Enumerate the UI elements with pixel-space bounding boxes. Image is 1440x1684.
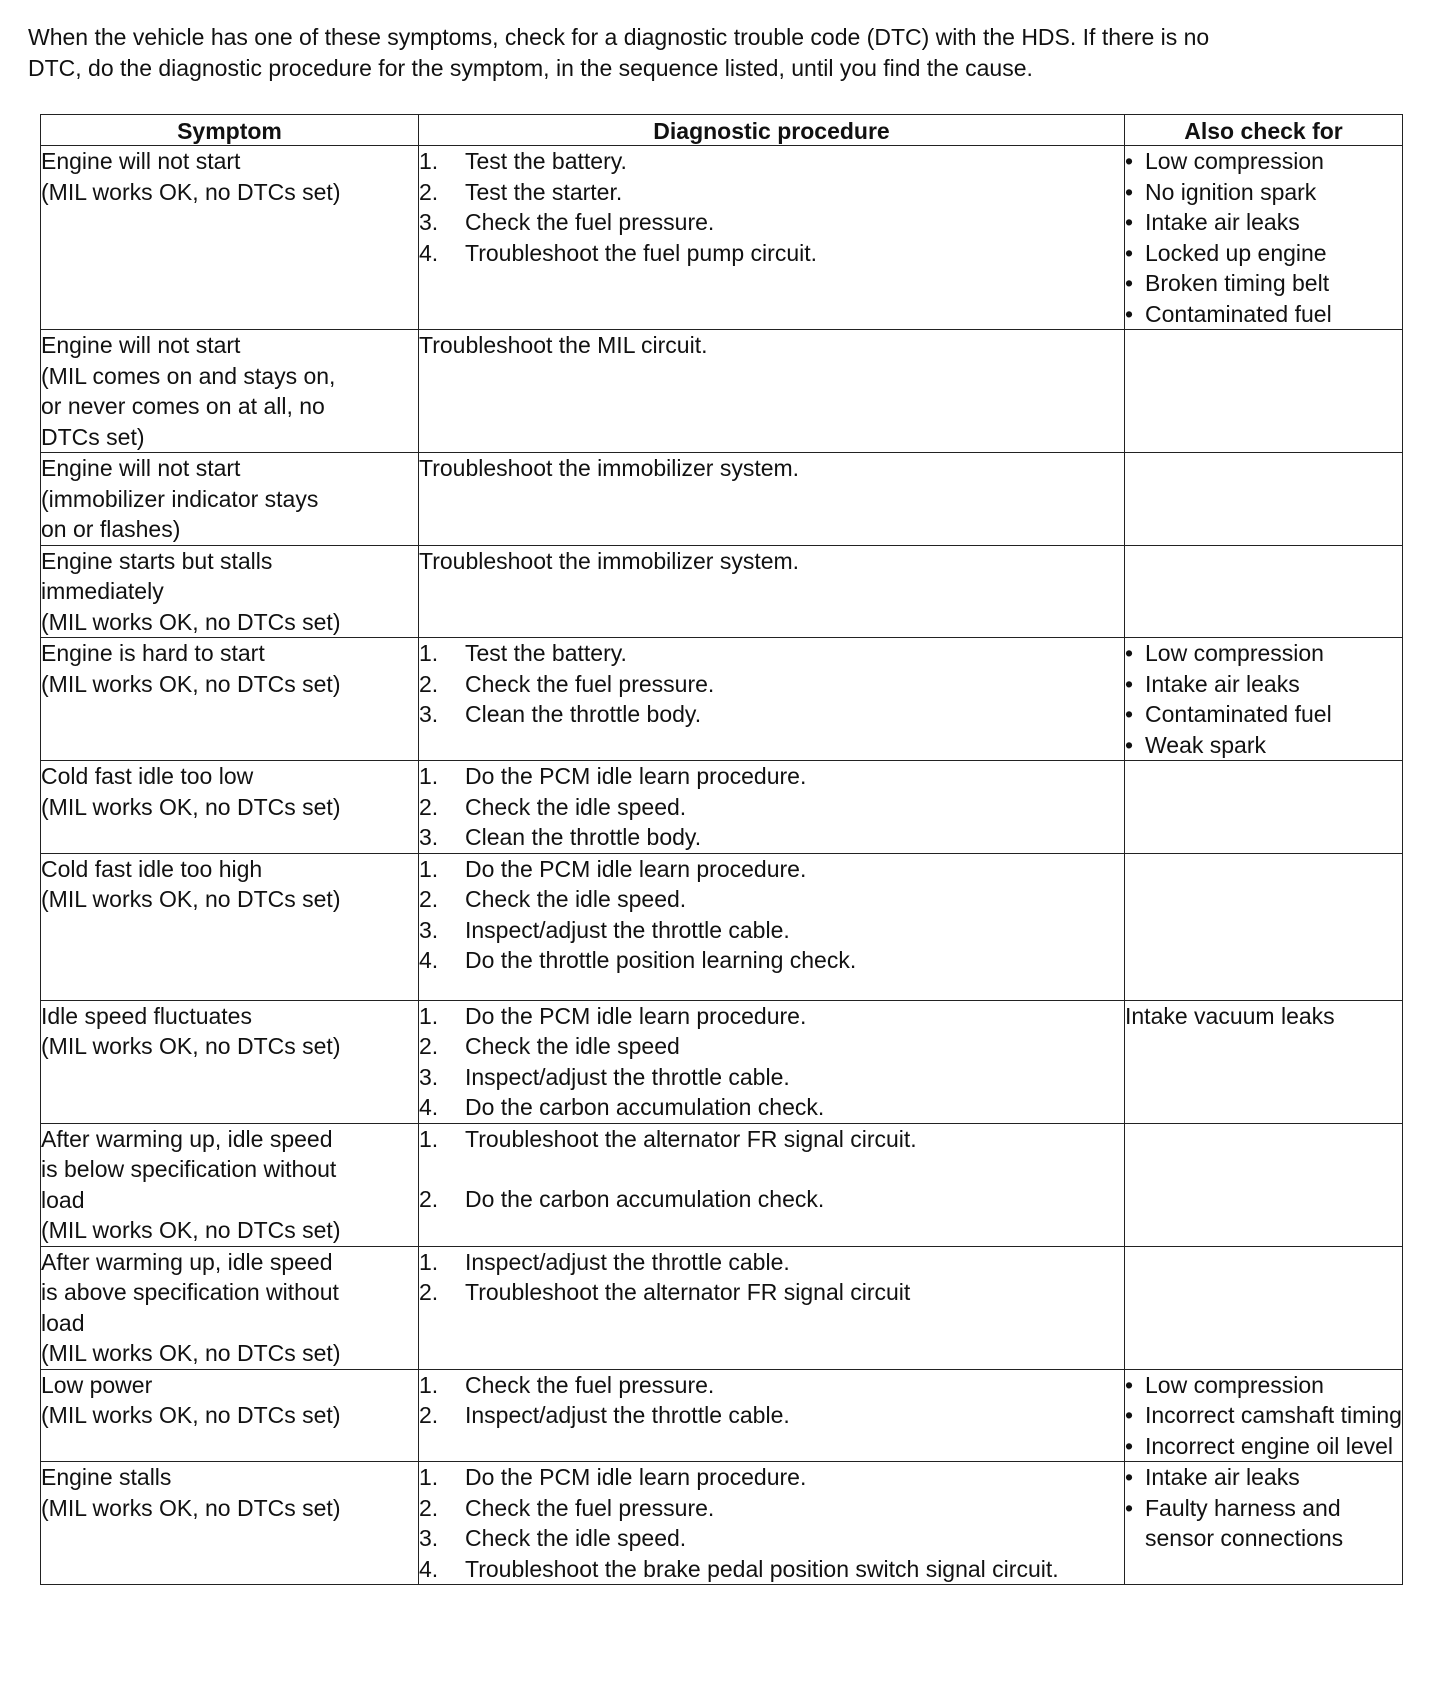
also-check-item bbox=[1125, 268, 1402, 299]
also-check-item bbox=[1125, 1493, 1402, 1554]
symptom-line: (MIL works OK, no DTCs set) bbox=[41, 178, 341, 205]
table-row bbox=[41, 1123, 1403, 1246]
header-diagnostic-procedure: Diagnostic procedure bbox=[419, 115, 1125, 146]
procedure-step bbox=[419, 1523, 1124, 1554]
symptom-line: (MIL works OK, no DTCs set) bbox=[41, 608, 341, 635]
symptom-line: immediately bbox=[41, 578, 164, 604]
intro-paragraph bbox=[28, 22, 1418, 84]
symptom-line: Idle speed fluctuates bbox=[41, 1002, 252, 1029]
step-number: 1. bbox=[419, 763, 439, 789]
also-check-text: Low compression bbox=[1145, 148, 1324, 174]
symptom-line: DTCs set) bbox=[41, 423, 145, 450]
step-number: 2. bbox=[419, 1033, 439, 1059]
bullet-icon: • bbox=[1125, 1371, 1134, 1398]
procedure-step bbox=[419, 1062, 1124, 1093]
step-text: Do the carbon accumulation check. bbox=[465, 1186, 825, 1212]
procedure-cell bbox=[419, 1369, 1125, 1462]
also-check-cell bbox=[1125, 453, 1403, 546]
procedure-step bbox=[419, 699, 1124, 730]
step-text: Inspect/adjust the throttle cable. bbox=[465, 1248, 790, 1275]
procedure-cell bbox=[419, 853, 1125, 1000]
step-text: Troubleshoot the brake pedal position switch signal circuit. bbox=[465, 1555, 1059, 1582]
step-text: Do the PCM idle learn procedure. bbox=[465, 763, 807, 789]
symptom-troubleshooting-table bbox=[40, 114, 1403, 1585]
step-text: Do the PCM idle learn procedure. bbox=[465, 1002, 807, 1029]
procedure-step bbox=[419, 1400, 1124, 1431]
also-check-item bbox=[1125, 1370, 1402, 1401]
table-row bbox=[41, 853, 1403, 1000]
step-text: Check the idle speed bbox=[465, 1033, 680, 1059]
table-row bbox=[41, 146, 1403, 330]
also-check-item bbox=[1125, 638, 1402, 669]
step-text: Do the PCM idle learn procedure. bbox=[465, 855, 807, 882]
procedure-step bbox=[419, 1370, 1124, 1401]
symptom-cell bbox=[41, 1369, 419, 1462]
bullet-icon: • bbox=[1125, 239, 1134, 266]
step-spacer bbox=[419, 1154, 1124, 1184]
step-number: 1. bbox=[419, 148, 439, 174]
procedure-step bbox=[419, 854, 1124, 885]
symptom-line: After warming up, idle speed bbox=[41, 1125, 333, 1152]
symptom-line: (MIL works OK, no DTCs set) bbox=[41, 1340, 341, 1366]
symptom-line: (MIL works OK, no DTCs set) bbox=[41, 886, 341, 912]
bullet-icon: • bbox=[1125, 178, 1134, 205]
symptom-line: on or flashes) bbox=[41, 516, 181, 542]
step-text: Test the battery. bbox=[465, 640, 627, 666]
procedure-step bbox=[419, 1092, 1124, 1123]
step-text: Test the starter. bbox=[465, 178, 623, 205]
symptom-line: Engine will not start bbox=[41, 332, 241, 358]
bullet-icon: • bbox=[1125, 731, 1134, 758]
step-number: 2. bbox=[419, 793, 439, 820]
procedure-step bbox=[419, 1124, 1124, 1155]
also-check-item bbox=[1125, 730, 1402, 761]
step-number: 1. bbox=[419, 1125, 439, 1152]
bullet-icon: • bbox=[1125, 209, 1134, 235]
intro-line-1: When the vehicle has one of these symptoms, check for a diagnostic trouble code (DTC) with the HDS. If there is no bbox=[28, 24, 1210, 50]
bullet-icon: • bbox=[1125, 148, 1134, 174]
step-number: 4. bbox=[419, 1555, 439, 1582]
procedure-steps bbox=[419, 1001, 1124, 1123]
bullet-icon: • bbox=[1125, 270, 1134, 296]
symptom-line: Low power bbox=[41, 1371, 153, 1398]
bullet-icon: • bbox=[1125, 1402, 1134, 1428]
procedure-cell bbox=[419, 638, 1125, 761]
also-check-text: Intake air leaks bbox=[1145, 1464, 1300, 1490]
symptom-line: (MIL comes on and stays on, bbox=[41, 362, 336, 389]
procedure-cell bbox=[419, 545, 1125, 638]
also-check-text: Intake air leaks bbox=[1145, 670, 1300, 697]
symptom-line: (MIL works OK, no DTCs set) bbox=[41, 1033, 341, 1059]
header-symptom: Symptom bbox=[41, 115, 419, 146]
also-check-list bbox=[1125, 1462, 1402, 1554]
step-text: Do the PCM idle learn procedure. bbox=[465, 1464, 807, 1490]
table-row bbox=[41, 453, 1403, 546]
symptom-line: (MIL works OK, no DTCs set) bbox=[41, 793, 341, 820]
symptom-line: Engine will not start bbox=[41, 455, 241, 481]
step-number: 1. bbox=[419, 1464, 439, 1490]
symptom-line: Cold fast idle too high bbox=[41, 855, 263, 882]
bullet-icon: • bbox=[1125, 701, 1134, 727]
also-check-text: Incorrect camshaft timing bbox=[1145, 1402, 1402, 1428]
step-text: Inspect/adjust the throttle cable. bbox=[465, 916, 790, 943]
step-number: 2. bbox=[419, 1186, 439, 1212]
table-row bbox=[41, 330, 1403, 453]
symptom-cell bbox=[41, 330, 419, 453]
bullet-icon: • bbox=[1125, 1464, 1134, 1490]
also-check-item bbox=[1125, 299, 1402, 330]
also-check-cell bbox=[1125, 146, 1403, 330]
procedure-text: Troubleshoot the MIL circuit. bbox=[419, 332, 708, 358]
step-number: 4. bbox=[419, 1094, 439, 1120]
symptom-line: After warming up, idle speed bbox=[41, 1248, 333, 1275]
also-check-item bbox=[1125, 669, 1402, 700]
intro-line-2: DTC, do the diagnostic procedure for the symptom, in the sequence listed, until you find the cause. bbox=[28, 55, 1033, 81]
step-number: 3. bbox=[419, 1063, 439, 1090]
table-row bbox=[41, 1000, 1403, 1123]
step-text: Test the battery. bbox=[465, 148, 627, 174]
procedure-steps bbox=[419, 1370, 1124, 1431]
procedure-step bbox=[419, 669, 1124, 700]
symptom-cell bbox=[41, 761, 419, 854]
step-number: 1. bbox=[419, 1002, 439, 1029]
symptom-cell bbox=[41, 146, 419, 330]
procedure-step bbox=[419, 207, 1124, 238]
also-check-cell bbox=[1125, 1369, 1403, 1462]
procedure-step bbox=[419, 1493, 1124, 1524]
bullet-icon: • bbox=[1125, 1494, 1134, 1521]
symptom-line: load bbox=[41, 1309, 85, 1336]
procedure-cell bbox=[419, 1000, 1125, 1123]
step-number: 1. bbox=[419, 1248, 439, 1275]
bullet-icon: • bbox=[1125, 300, 1134, 327]
symptom-cell bbox=[41, 853, 419, 1000]
step-number: 2. bbox=[419, 886, 439, 912]
table-row bbox=[41, 1462, 1403, 1585]
table-row bbox=[41, 761, 1403, 854]
also-check-cell bbox=[1125, 1123, 1403, 1246]
also-check-text: Intake air leaks bbox=[1145, 209, 1300, 235]
step-number: 3. bbox=[419, 1525, 439, 1551]
also-check-text: Faulty harness and sensor connections bbox=[1145, 1494, 1344, 1551]
also-check-text: Broken timing belt bbox=[1145, 270, 1330, 296]
symptom-line: Engine is hard to start bbox=[41, 640, 265, 666]
procedure-text: Troubleshoot the immobilizer system. bbox=[419, 547, 800, 574]
procedure-step bbox=[419, 1031, 1124, 1062]
also-check-list bbox=[1125, 146, 1402, 329]
step-text: Check the fuel pressure. bbox=[465, 1494, 715, 1521]
cell-spacer bbox=[419, 976, 1124, 1000]
procedure-step bbox=[419, 792, 1124, 823]
symptom-cell bbox=[41, 1123, 419, 1246]
bullet-icon: • bbox=[1125, 670, 1134, 697]
procedure-step bbox=[419, 1554, 1124, 1585]
step-number: 2. bbox=[419, 1279, 439, 1305]
symptom-cell bbox=[41, 1462, 419, 1585]
symptom-cell bbox=[41, 453, 419, 546]
procedure-steps bbox=[419, 1462, 1124, 1584]
symptom-cell bbox=[41, 1000, 419, 1123]
step-number: 1. bbox=[419, 1371, 439, 1398]
step-text: Troubleshoot the fuel pump circuit. bbox=[465, 239, 817, 266]
also-check-item bbox=[1125, 177, 1402, 208]
procedure-step bbox=[419, 1462, 1124, 1493]
procedure-step bbox=[419, 238, 1124, 269]
also-check-text: Contaminated fuel bbox=[1145, 701, 1332, 727]
also-check-text: Locked up engine bbox=[1145, 239, 1327, 266]
step-number: 2. bbox=[419, 670, 439, 697]
also-check-text: Contaminated fuel bbox=[1145, 300, 1332, 327]
table-row bbox=[41, 1369, 1403, 1462]
also-check-item bbox=[1125, 699, 1402, 730]
step-text: Do the throttle position learning check. bbox=[465, 947, 857, 973]
step-number: 3. bbox=[419, 916, 439, 943]
procedure-cell bbox=[419, 761, 1125, 854]
step-text: Inspect/adjust the throttle cable. bbox=[465, 1402, 790, 1428]
symptom-line: or never comes on at all, no bbox=[41, 393, 325, 419]
procedure-cell bbox=[419, 453, 1125, 546]
step-text: Check the fuel pressure. bbox=[465, 670, 715, 697]
symptom-line: (MIL works OK, no DTCs set) bbox=[41, 1217, 341, 1243]
also-check-text: Incorrect engine oil level bbox=[1145, 1432, 1394, 1459]
procedure-step bbox=[419, 638, 1124, 669]
step-text: Check the idle speed. bbox=[465, 886, 687, 912]
also-check-cell bbox=[1125, 853, 1403, 1000]
procedure-steps bbox=[419, 638, 1124, 730]
step-text: Inspect/adjust the throttle cable. bbox=[465, 1063, 790, 1090]
step-number: 3. bbox=[419, 209, 439, 235]
step-text: Check the idle speed. bbox=[465, 793, 687, 820]
header-also-check-for: Also check for bbox=[1125, 115, 1403, 146]
procedure-steps bbox=[419, 854, 1124, 976]
bullet-icon: • bbox=[1125, 640, 1134, 666]
procedure-cell bbox=[419, 1462, 1125, 1585]
step-text: Check the fuel pressure. bbox=[465, 209, 715, 235]
step-number: 3. bbox=[419, 824, 439, 850]
also-check-item bbox=[1125, 146, 1402, 177]
step-text: Check the idle speed. bbox=[465, 1525, 687, 1551]
procedure-steps bbox=[419, 1247, 1124, 1308]
also-check-item bbox=[1125, 1400, 1402, 1431]
step-number: 4. bbox=[419, 947, 439, 973]
step-text: Troubleshoot the alternator FR signal circuit. bbox=[465, 1125, 917, 1152]
procedure-step bbox=[419, 1247, 1124, 1278]
also-check-item bbox=[1125, 238, 1402, 269]
also-check-list bbox=[1125, 638, 1402, 760]
symptom-line: Engine starts but stalls bbox=[41, 547, 273, 574]
step-number: 1. bbox=[419, 640, 439, 666]
also-check-list bbox=[1125, 1370, 1402, 1462]
symptom-line: Cold fast idle too low bbox=[41, 763, 254, 789]
symptom-line: is below specification without bbox=[41, 1156, 337, 1182]
procedure-steps bbox=[419, 146, 1124, 268]
also-check-cell bbox=[1125, 545, 1403, 638]
also-check-cell bbox=[1125, 638, 1403, 761]
step-number: 4. bbox=[419, 239, 439, 266]
symptom-line: (MIL works OK, no DTCs set) bbox=[41, 1402, 341, 1428]
procedure-step bbox=[419, 915, 1124, 946]
symptom-cell bbox=[41, 638, 419, 761]
table-header-row bbox=[41, 115, 1403, 146]
procedure-step bbox=[419, 1001, 1124, 1032]
procedure-step bbox=[419, 1277, 1124, 1308]
also-check-text: No ignition spark bbox=[1145, 178, 1317, 205]
step-number: 2. bbox=[419, 1494, 439, 1521]
step-text: Clean the throttle body. bbox=[465, 701, 702, 727]
procedure-step bbox=[419, 945, 1124, 976]
procedure-step bbox=[419, 884, 1124, 915]
procedure-step bbox=[419, 177, 1124, 208]
procedure-cell bbox=[419, 1123, 1125, 1246]
symptom-cell bbox=[41, 1246, 419, 1369]
table-row bbox=[41, 545, 1403, 638]
also-check-cell bbox=[1125, 1000, 1403, 1123]
symptom-line: load bbox=[41, 1186, 85, 1213]
symptom-line: (MIL works OK, no DTCs set) bbox=[41, 1494, 341, 1521]
step-number: 2. bbox=[419, 178, 439, 205]
step-number: 3. bbox=[419, 701, 439, 727]
symptom-line: (MIL works OK, no DTCs set) bbox=[41, 670, 341, 697]
procedure-step bbox=[419, 761, 1124, 792]
step-text: Do the carbon accumulation check. bbox=[465, 1094, 825, 1120]
procedure-steps bbox=[419, 1124, 1124, 1215]
also-check-cell bbox=[1125, 1246, 1403, 1369]
also-check-item bbox=[1125, 1431, 1402, 1462]
also-check-text: Low compression bbox=[1145, 1371, 1324, 1398]
procedure-cell bbox=[419, 146, 1125, 330]
procedure-cell bbox=[419, 330, 1125, 453]
also-check-item bbox=[1125, 1462, 1402, 1493]
step-number: 2. bbox=[419, 1402, 439, 1428]
procedure-step bbox=[419, 1184, 1124, 1215]
step-text: Check the fuel pressure. bbox=[465, 1371, 715, 1398]
also-check-cell bbox=[1125, 1462, 1403, 1585]
also-check-item bbox=[1125, 207, 1402, 238]
table-row bbox=[41, 638, 1403, 761]
symptom-line: is above specification without bbox=[41, 1279, 339, 1305]
table-row bbox=[41, 1246, 1403, 1369]
step-text: Troubleshoot the alternator FR signal circuit bbox=[465, 1279, 911, 1305]
bullet-icon: • bbox=[1125, 1432, 1134, 1459]
step-number: 1. bbox=[419, 855, 439, 882]
also-check-cell bbox=[1125, 761, 1403, 854]
procedure-cell bbox=[419, 1246, 1125, 1369]
also-check-text: Weak spark bbox=[1145, 731, 1267, 758]
procedure-step bbox=[419, 146, 1124, 177]
symptom-line: Engine stalls bbox=[41, 1464, 172, 1490]
symptom-cell bbox=[41, 545, 419, 638]
symptom-line: Engine will not start bbox=[41, 148, 241, 174]
also-check-cell bbox=[1125, 330, 1403, 453]
procedure-steps bbox=[419, 761, 1124, 853]
symptom-line: (immobilizer indicator stays bbox=[41, 485, 319, 512]
procedure-text: Troubleshoot the immobilizer system. bbox=[419, 455, 800, 481]
also-check-text: Low compression bbox=[1145, 640, 1324, 666]
also-check-text: Intake vacuum leaks bbox=[1125, 1002, 1335, 1029]
step-text: Clean the throttle body. bbox=[465, 824, 702, 850]
procedure-step bbox=[419, 822, 1124, 853]
